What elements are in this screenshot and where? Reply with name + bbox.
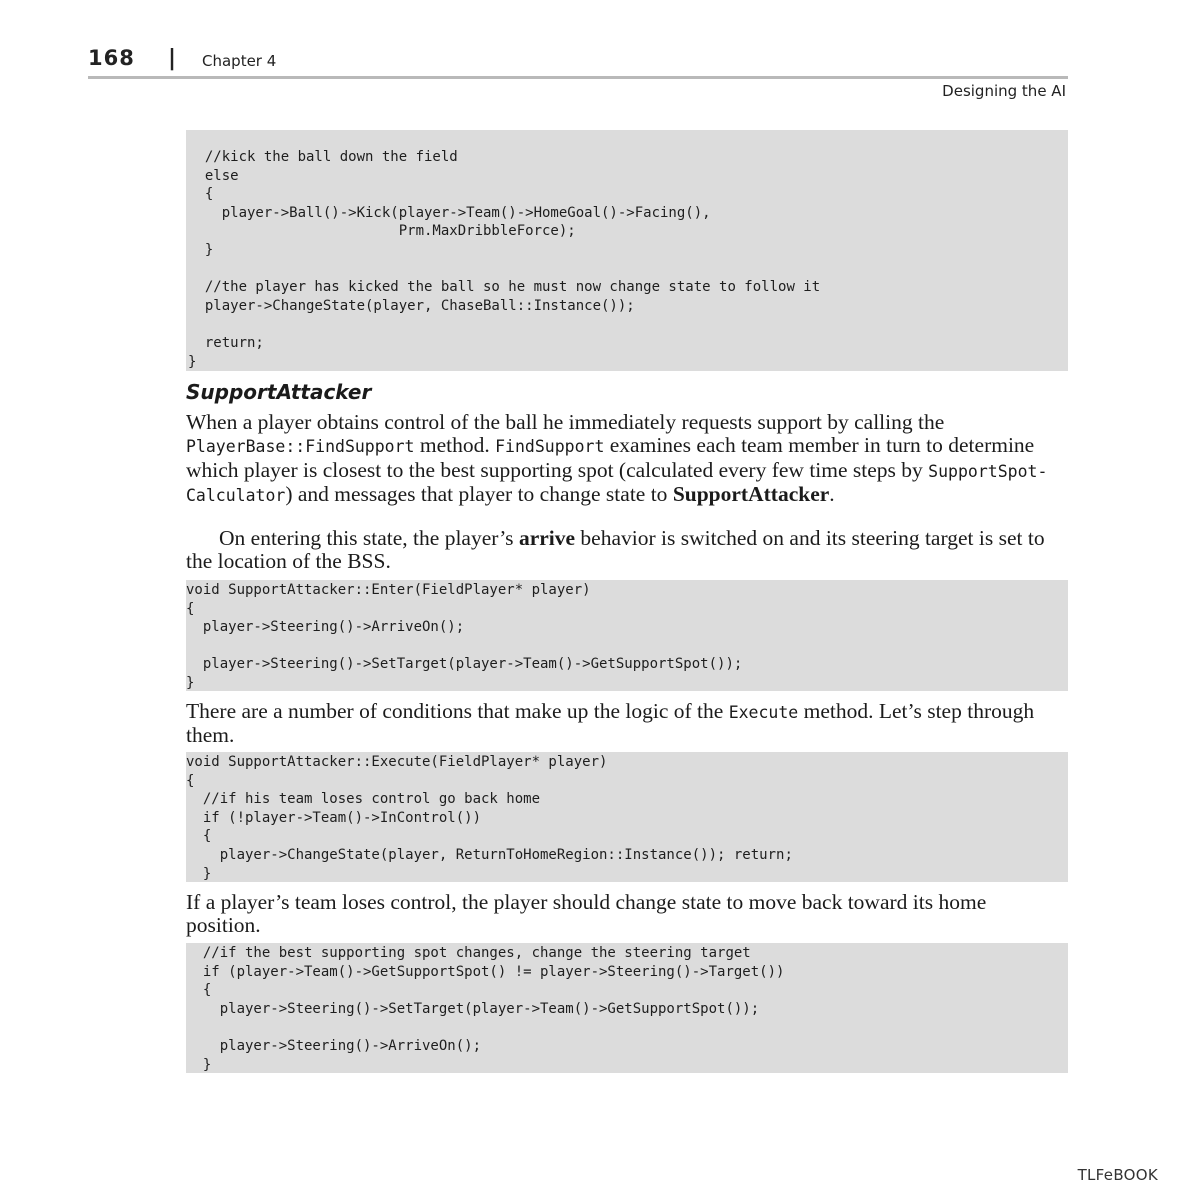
text-run: behavior is switched on and its steering target is set to the location of the BSS.: [186, 526, 1045, 574]
code-block-enter: void SupportAttacker::Enter(FieldPlayer* player) { player->Steering()->ArriveOn(); player->Steering()->SetTarget(player->Team()->GetSupportSpot()); }: [186, 580, 1068, 691]
text-run: ) and messages that player to change state to: [285, 482, 673, 507]
section-heading: SupportAttacker: [186, 380, 372, 404]
inline-code: PlayerBase::FindSupport: [186, 437, 415, 457]
text-run: .: [829, 482, 835, 507]
text-run: On entering this state, the player’s: [219, 526, 519, 550]
footer-watermark: TLFeBOOK: [1077, 1166, 1158, 1184]
running-header: [88, 46, 1068, 76]
text-run: method. Let’s step through them.: [186, 699, 1035, 748]
header-separator: |: [168, 46, 177, 71]
bold-term: arrive: [518, 526, 576, 550]
bold-term: SupportAttacker: [672, 482, 830, 507]
chapter-label: Chapter 4: [202, 52, 277, 70]
code-block-support-spot: //if the best supporting spot changes, change the steering target if (player->Team()->GetSupportSpot() != player->Steering()->Target()) { player->Steering()->SetTarget(player->Team()->GetSupportSpot()); player->Steering()->ArriveOn(); }: [186, 943, 1068, 1073]
paragraph-execute-logic: [186, 700, 1066, 748]
text-run: examines each team member in turn to determine which player is closest to the best supporting spot (calculated every few time steps by: [186, 433, 1035, 482]
paragraph-lose-control: If a player’s team loses control, the player should change state to move back toward its home position.: [186, 890, 987, 938]
text-run: method.: [414, 433, 496, 458]
section-title: Designing the AI: [942, 82, 1066, 100]
header-rule: [88, 76, 1068, 79]
text-run: There are a number of conditions that make up the logic of the: [186, 699, 729, 723]
code-block-kick: //kick the ball down the field else { player->Ball()->Kick(player->Team()->HomeGoal()->Facing(), Prm.MaxDribbleForce); } //the player has kicked the ball so he must now change state to follow it player->ChangeState(player, ChaseBall::Instance()); return; }: [186, 130, 1068, 371]
page-number: 168: [88, 46, 135, 70]
paragraph-enter-state: [186, 527, 1066, 574]
inline-code: SupportSpot-Calculator: [186, 461, 1048, 506]
paragraph-support-request: [186, 411, 1066, 508]
code-block-execute: void SupportAttacker::Execute(FieldPlayer* player) { //if his team loses control go back home if (!player->Team()->InControl()) { player->ChangeState(player, ReturnToHomeRegion::Instance()); return; }: [186, 752, 1068, 882]
text-run: When a player obtains control of the ball he immediately requests support by calling the: [186, 410, 945, 434]
inline-code: FindSupport: [495, 437, 605, 457]
inline-code: Execute: [728, 703, 799, 722]
